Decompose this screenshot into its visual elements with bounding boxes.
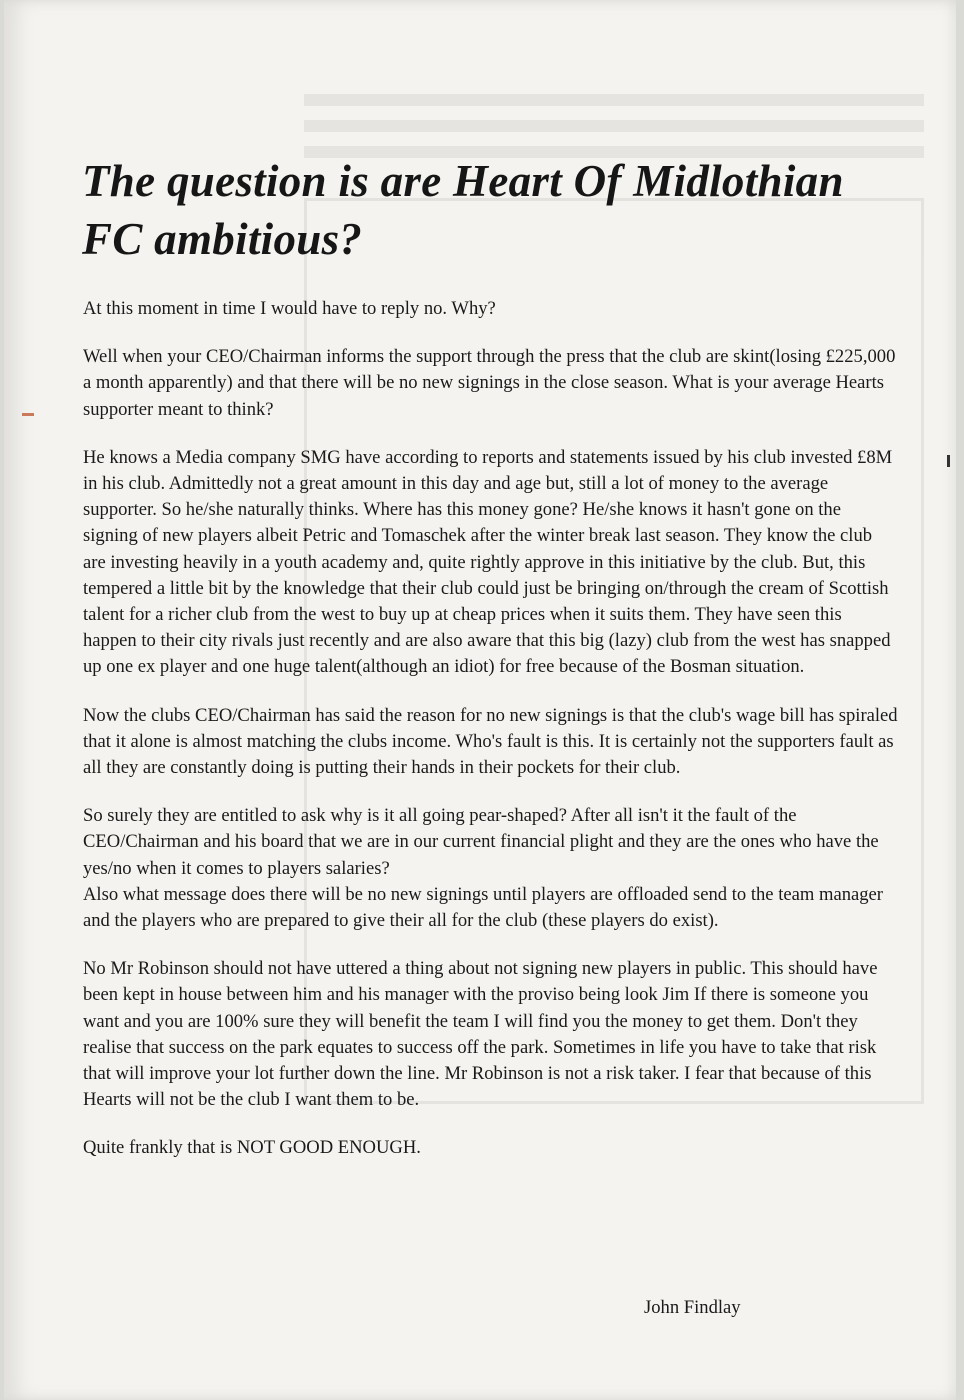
edge-mark xyxy=(947,455,950,467)
article-paragraph: No Mr Robinson should not have uttered a thing about not signing new players in public. This should have been kept in house between him and his manager with the proviso being look Jim If there is someone you want and you are 100% sure they will benefit the team I will find you the money to get them. Don't they realise that success on the park equates to success off the park. Sometimes in life you have to take that risk that will improve your lot further down the line. Mr Robinson is not a risk taker. I fear that because of this Hearts will not be the club I want them to be. xyxy=(83,958,878,1111)
article-title: The question is are Heart Of Midlothian FC ambitious? xyxy=(82,156,844,264)
article-paragraph: Now the clubs CEO/Chairman has said the reason for no new signings is that the club's wage bill has spiraled that it alone is almost matching the clubs income. Who's fault is this. It is certainly not the supporters fault as all they are constantly doing is putting their hands in their pockets for their club. xyxy=(83,704,898,779)
article-paragraph: He knows a Media company SMG have according to reports and statements issued by his club invested £8M in his club. Admittedly not a great amount in this day and age but, still a lot of money to the average supporter. So he/she naturally thinks. Where has this money gone? He/she knows it hasn't gone on the signing of new players albeit Petric and Tomaschek after the winter break last season. They know the club are investing heavily in a youth academy and, quite rightly approve in this initiative by the club. But, this tempered a little bit by the knowledge that their club could just be bringing on/through the cream of Scottish talent for a richer club from the west to buy up at cheap prices when it suits them. They have seen this happen to their city rivals just recently and are also aware that this big (lazy) club from the west has snapped up one ex player and one huge talent(although an idiot) for free because of the Bosman situation. xyxy=(83,446,893,678)
article-closing-line: Quite frankly that is NOT GOOD ENOUGH. xyxy=(83,1137,421,1159)
article-paragraph: So surely they are entitled to ask why is it all going pear-shaped? After all isn't it the fault of the CEO/Chairman and his board that we are in our current financial plight and they are the ones who have the yes/no when it comes to players salaries? xyxy=(83,805,879,879)
article-paragraph: Well when your CEO/Chairman informs the support through the press that the club are skint(losing £225,000 a month apparently) and that there will be no new signings in the close season. What is your average Hearts supporter meant to think? xyxy=(83,346,896,420)
author-name: John Findlay xyxy=(644,1297,741,1318)
magazine-page xyxy=(4,0,956,1400)
margin-mark xyxy=(22,413,34,416)
article-paragraph: At this moment in time I would have to reply no. Why? xyxy=(83,298,496,319)
article-paragraph: Also what message does there will be no new signings until players are offloaded send to the team manager and the players who are prepared to give their all for the club (these players do exist). xyxy=(83,883,884,932)
article-body xyxy=(83,296,898,1184)
